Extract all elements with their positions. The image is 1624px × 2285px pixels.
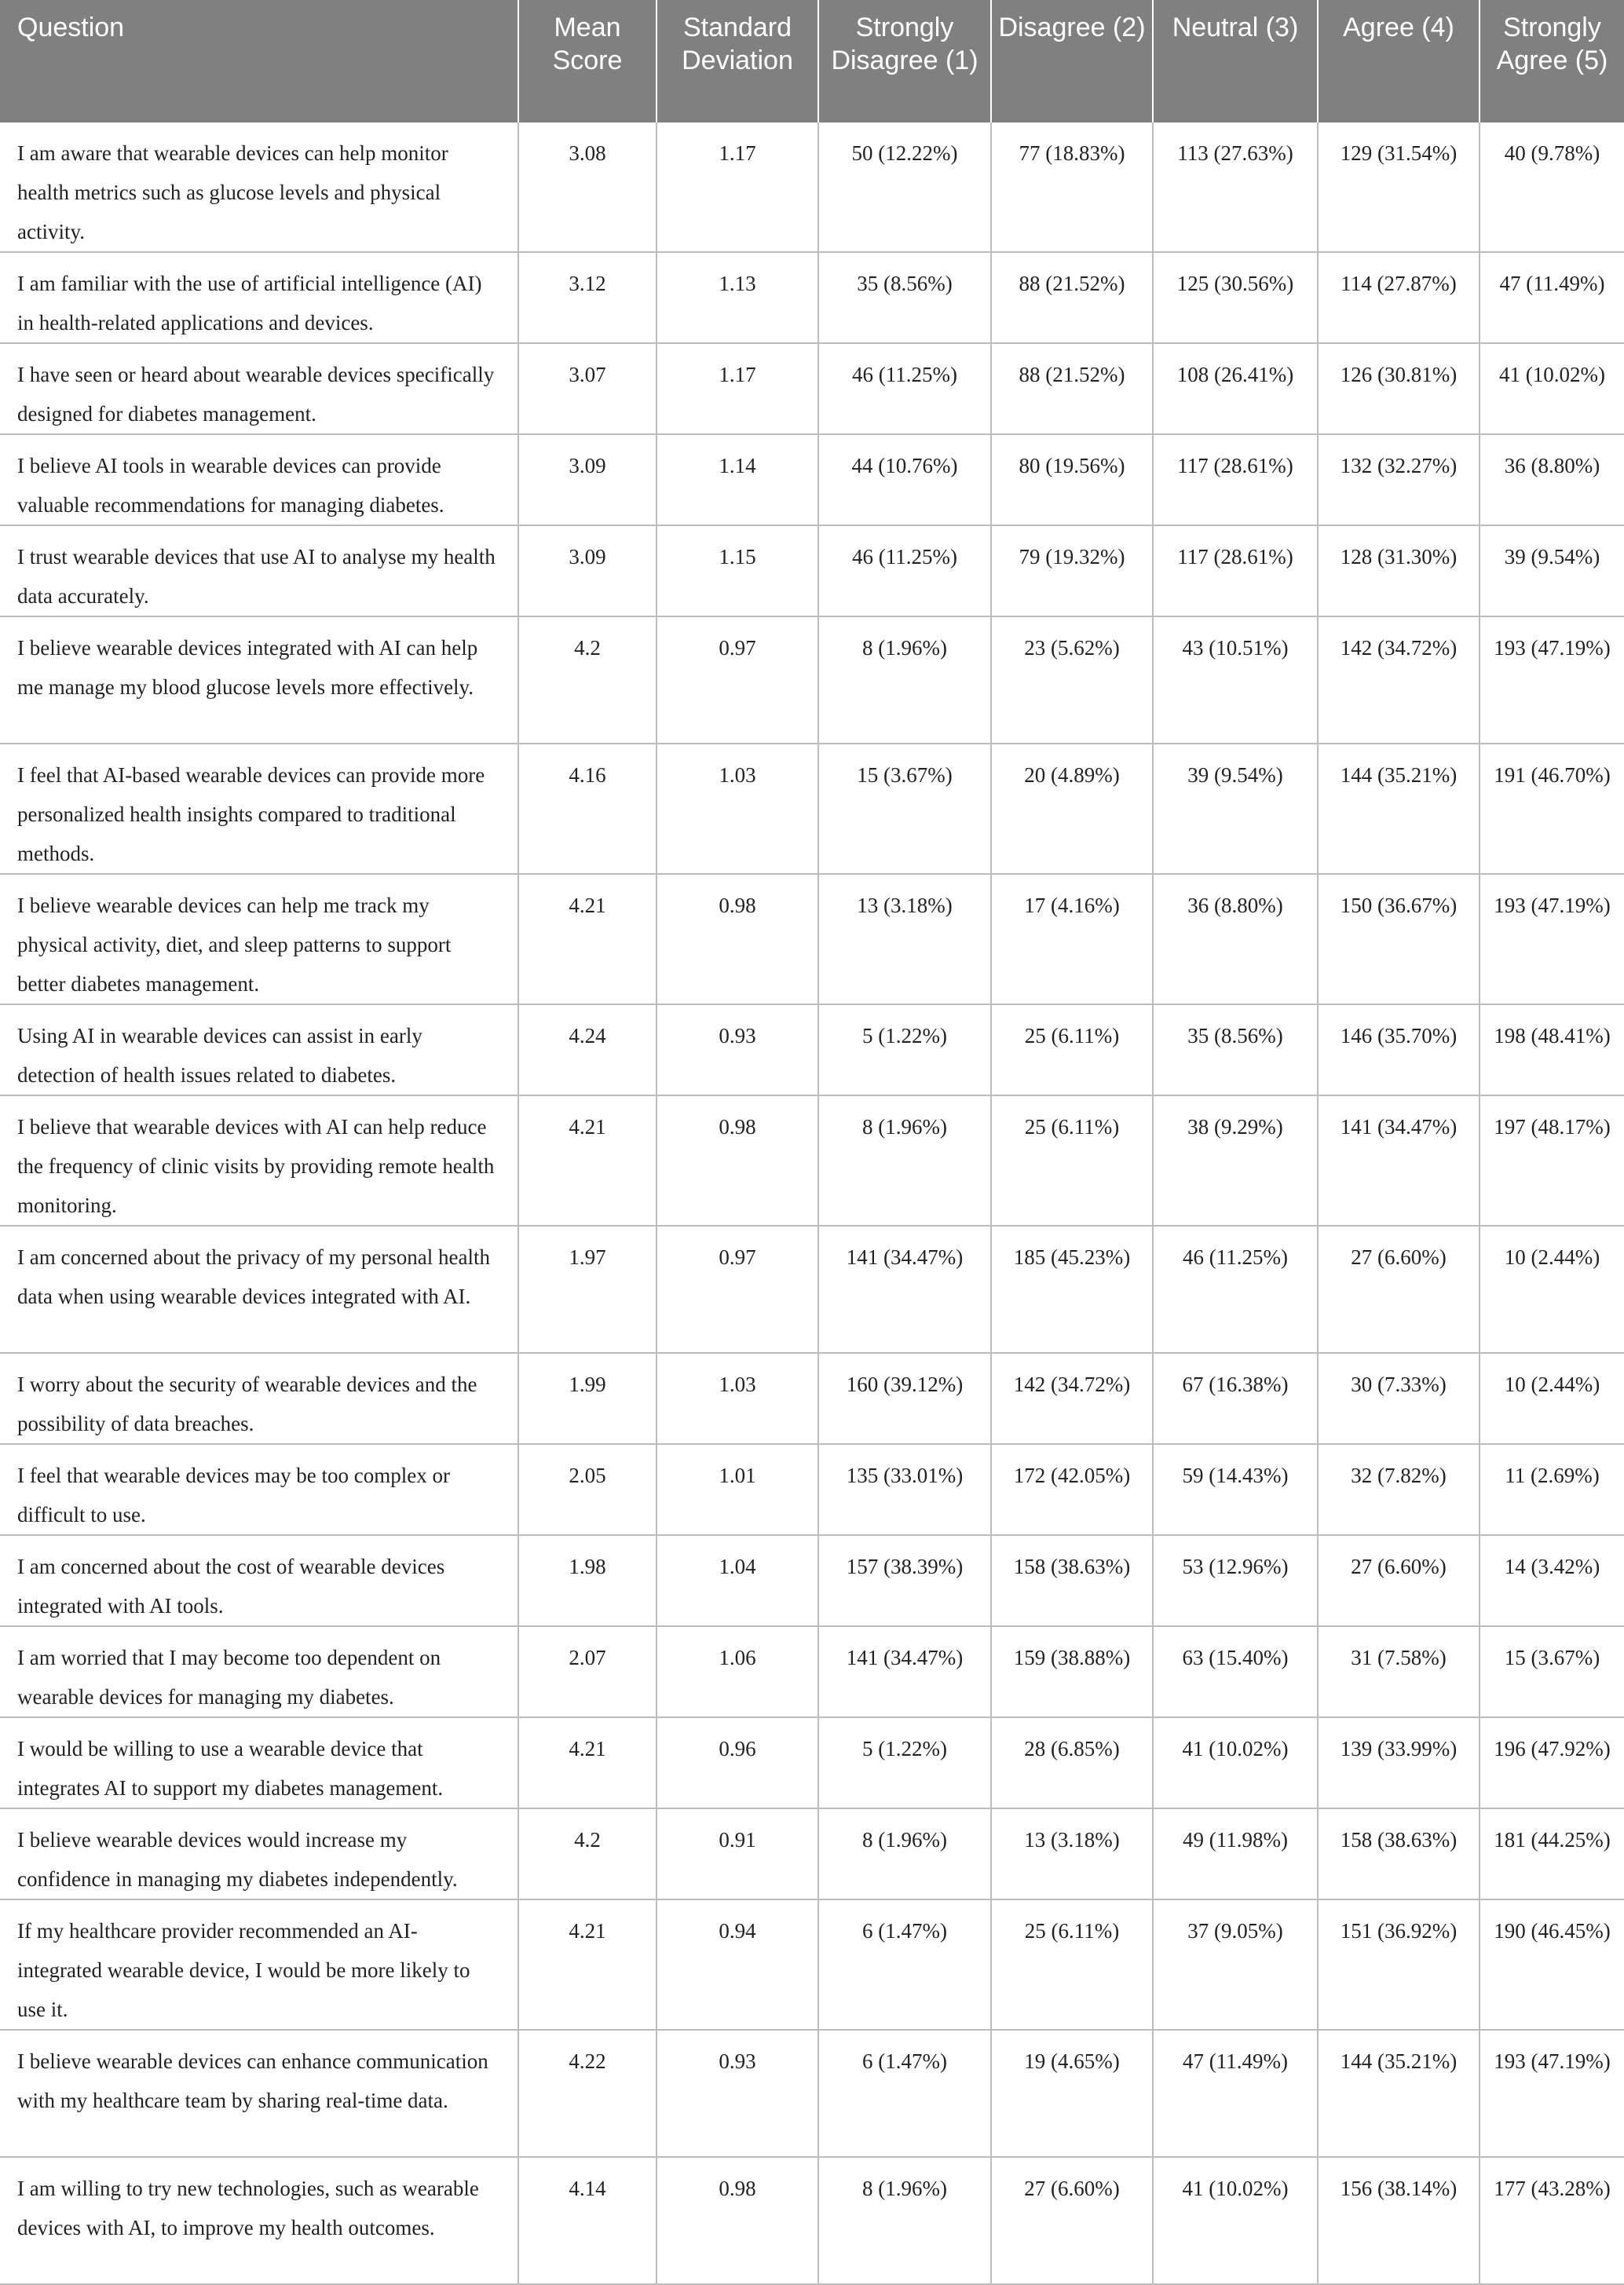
cell-disagree: 77 (18.83%) bbox=[991, 122, 1153, 252]
cell-disagree: 79 (19.32%) bbox=[991, 525, 1153, 616]
cell-strongly-agree: 36 (8.80%) bbox=[1480, 434, 1624, 525]
cell-standard-deviation: 0.91 bbox=[657, 1808, 818, 1899]
cell-strongly-agree: 190 (46.45%) bbox=[1480, 1899, 1624, 2030]
cell-standard-deviation: 0.93 bbox=[657, 2030, 818, 2157]
cell-mean-score: 4.21 bbox=[518, 1095, 657, 1226]
cell-disagree: 25 (6.11%) bbox=[991, 1899, 1153, 2030]
cell-standard-deviation: 0.97 bbox=[657, 616, 818, 744]
table-row bbox=[0, 525, 1624, 616]
cell-question: I am concerned about the privacy of my personal health data when using wearable devices integrated with AI. bbox=[0, 1226, 518, 1353]
cell-agree: 144 (35.21%) bbox=[1318, 744, 1480, 874]
header-disagree: Disagree (2) bbox=[991, 0, 1153, 122]
table-row bbox=[0, 1095, 1624, 1226]
cell-strongly-agree: 191 (46.70%) bbox=[1480, 744, 1624, 874]
cell-disagree: 80 (19.56%) bbox=[991, 434, 1153, 525]
table-row bbox=[0, 1717, 1624, 1808]
cell-strongly-disagree: 15 (3.67%) bbox=[818, 744, 991, 874]
cell-disagree: 159 (38.88%) bbox=[991, 1626, 1153, 1717]
cell-mean-score: 3.09 bbox=[518, 434, 657, 525]
cell-agree: 27 (6.60%) bbox=[1318, 1535, 1480, 1626]
cell-disagree: 88 (21.52%) bbox=[991, 252, 1153, 343]
table-row bbox=[0, 434, 1624, 525]
cell-mean-score: 1.99 bbox=[518, 1353, 657, 1444]
cell-strongly-agree: 10 (2.44%) bbox=[1480, 1226, 1624, 1353]
cell-strongly-disagree: 6 (1.47%) bbox=[818, 1899, 991, 2030]
cell-mean-score: 3.12 bbox=[518, 252, 657, 343]
cell-neutral: 125 (30.56%) bbox=[1153, 252, 1318, 343]
cell-question: I worry about the security of wearable devices and the possibility of data breaches. bbox=[0, 1353, 518, 1444]
cell-strongly-agree: 193 (47.19%) bbox=[1480, 874, 1624, 1004]
cell-strongly-agree: 193 (47.19%) bbox=[1480, 616, 1624, 744]
cell-strongly-disagree: 50 (12.22%) bbox=[818, 122, 991, 252]
cell-question: I trust wearable devices that use AI to analyse my health data accurately. bbox=[0, 525, 518, 616]
cell-standard-deviation: 0.98 bbox=[657, 2157, 818, 2284]
cell-agree: 144 (35.21%) bbox=[1318, 2030, 1480, 2157]
cell-mean-score: 3.09 bbox=[518, 525, 657, 616]
cell-strongly-agree: 198 (48.41%) bbox=[1480, 1004, 1624, 1095]
cell-question: I feel that wearable devices may be too complex or difficult to use. bbox=[0, 1444, 518, 1535]
cell-strongly-disagree: 6 (1.47%) bbox=[818, 2030, 991, 2157]
cell-standard-deviation: 1.13 bbox=[657, 252, 818, 343]
cell-mean-score: 4.24 bbox=[518, 1004, 657, 1095]
table-row bbox=[0, 252, 1624, 343]
cell-neutral: 113 (27.63%) bbox=[1153, 122, 1318, 252]
cell-agree: 151 (36.92%) bbox=[1318, 1899, 1480, 2030]
cell-standard-deviation: 0.97 bbox=[657, 1226, 818, 1353]
header-standard-deviation: Standard Deviation bbox=[657, 0, 818, 122]
cell-neutral: 35 (8.56%) bbox=[1153, 1004, 1318, 1095]
cell-question: I believe wearable devices can enhance communication with my healthcare team by sharing real-time data. bbox=[0, 2030, 518, 2157]
table-row bbox=[0, 616, 1624, 744]
cell-neutral: 59 (14.43%) bbox=[1153, 1444, 1318, 1535]
cell-question: I believe wearable devices would increase my confidence in managing my diabetes independently. bbox=[0, 1808, 518, 1899]
cell-strongly-agree: 197 (48.17%) bbox=[1480, 1095, 1624, 1226]
cell-question: I believe AI tools in wearable devices can provide valuable recommendations for managing diabetes. bbox=[0, 434, 518, 525]
cell-agree: 146 (35.70%) bbox=[1318, 1004, 1480, 1095]
cell-disagree: 158 (38.63%) bbox=[991, 1535, 1153, 1626]
cell-disagree: 185 (45.23%) bbox=[991, 1226, 1153, 1353]
cell-question: If my healthcare provider recommended an AI-integrated wearable device, I would be more likely to use it. bbox=[0, 1899, 518, 2030]
cell-strongly-disagree: 35 (8.56%) bbox=[818, 252, 991, 343]
cell-neutral: 53 (12.96%) bbox=[1153, 1535, 1318, 1626]
table-row bbox=[0, 1444, 1624, 1535]
cell-disagree: 19 (4.65%) bbox=[991, 2030, 1153, 2157]
cell-question: I am worried that I may become too dependent on wearable devices for managing my diabetes. bbox=[0, 1626, 518, 1717]
cell-neutral: 36 (8.80%) bbox=[1153, 874, 1318, 1004]
cell-strongly-disagree: 8 (1.96%) bbox=[818, 616, 991, 744]
cell-neutral: 38 (9.29%) bbox=[1153, 1095, 1318, 1226]
cell-strongly-disagree: 157 (38.39%) bbox=[818, 1535, 991, 1626]
cell-mean-score: 4.2 bbox=[518, 1808, 657, 1899]
cell-strongly-agree: 41 (10.02%) bbox=[1480, 343, 1624, 434]
cell-mean-score: 2.07 bbox=[518, 1626, 657, 1717]
cell-standard-deviation: 0.98 bbox=[657, 874, 818, 1004]
cell-disagree: 25 (6.11%) bbox=[991, 1004, 1153, 1095]
cell-disagree: 23 (5.62%) bbox=[991, 616, 1153, 744]
cell-agree: 27 (6.60%) bbox=[1318, 1226, 1480, 1353]
cell-agree: 141 (34.47%) bbox=[1318, 1095, 1480, 1226]
cell-neutral: 41 (10.02%) bbox=[1153, 1717, 1318, 1808]
cell-agree: 32 (7.82%) bbox=[1318, 1444, 1480, 1535]
cell-agree: 158 (38.63%) bbox=[1318, 1808, 1480, 1899]
header-strongly-disagree: Strongly Disagree (1) bbox=[818, 0, 991, 122]
cell-disagree: 28 (6.85%) bbox=[991, 1717, 1153, 1808]
cell-neutral: 47 (11.49%) bbox=[1153, 2030, 1318, 2157]
cell-question: I would be willing to use a wearable device that integrates AI to support my diabetes management. bbox=[0, 1717, 518, 1808]
cell-question: I believe wearable devices can help me track my physical activity, diet, and sleep patterns to support better diabetes management. bbox=[0, 874, 518, 1004]
cell-disagree: 172 (42.05%) bbox=[991, 1444, 1153, 1535]
cell-neutral: 49 (11.98%) bbox=[1153, 1808, 1318, 1899]
cell-strongly-disagree: 160 (39.12%) bbox=[818, 1353, 991, 1444]
cell-standard-deviation: 1.04 bbox=[657, 1535, 818, 1626]
cell-standard-deviation: 0.96 bbox=[657, 1717, 818, 1808]
cell-strongly-disagree: 46 (11.25%) bbox=[818, 343, 991, 434]
header-row bbox=[0, 0, 1624, 122]
table-row bbox=[0, 1226, 1624, 1353]
cell-standard-deviation: 0.98 bbox=[657, 1095, 818, 1226]
cell-neutral: 43 (10.51%) bbox=[1153, 616, 1318, 744]
cell-agree: 139 (33.99%) bbox=[1318, 1717, 1480, 1808]
table-row bbox=[0, 1004, 1624, 1095]
cell-neutral: 117 (28.61%) bbox=[1153, 434, 1318, 525]
table-row bbox=[0, 1808, 1624, 1899]
cell-standard-deviation: 0.93 bbox=[657, 1004, 818, 1095]
cell-disagree: 13 (3.18%) bbox=[991, 1808, 1153, 1899]
cell-standard-deviation: 0.94 bbox=[657, 1899, 818, 2030]
cell-strongly-agree: 14 (3.42%) bbox=[1480, 1535, 1624, 1626]
cell-agree: 128 (31.30%) bbox=[1318, 525, 1480, 616]
cell-disagree: 25 (6.11%) bbox=[991, 1095, 1153, 1226]
table-row bbox=[0, 1626, 1624, 1717]
header-mean-score: Mean Score bbox=[518, 0, 657, 122]
cell-agree: 132 (32.27%) bbox=[1318, 434, 1480, 525]
cell-agree: 156 (38.14%) bbox=[1318, 2157, 1480, 2284]
cell-disagree: 27 (6.60%) bbox=[991, 2157, 1153, 2284]
cell-question: I am willing to try new technologies, such as wearable devices with AI, to improve my health outcomes. bbox=[0, 2157, 518, 2284]
cell-mean-score: 3.08 bbox=[518, 122, 657, 252]
cell-strongly-disagree: 5 (1.22%) bbox=[818, 1004, 991, 1095]
cell-agree: 126 (30.81%) bbox=[1318, 343, 1480, 434]
cell-question: I am familiar with the use of artificial intelligence (AI) in health-related applications and devices. bbox=[0, 252, 518, 343]
table-row bbox=[0, 122, 1624, 252]
table-row bbox=[0, 1535, 1624, 1626]
cell-agree: 31 (7.58%) bbox=[1318, 1626, 1480, 1717]
cell-neutral: 108 (26.41%) bbox=[1153, 343, 1318, 434]
cell-strongly-agree: 47 (11.49%) bbox=[1480, 252, 1624, 343]
cell-neutral: 41 (10.02%) bbox=[1153, 2157, 1318, 2284]
cell-mean-score: 4.21 bbox=[518, 1899, 657, 2030]
cell-question: I am concerned about the cost of wearable devices integrated with AI tools. bbox=[0, 1535, 518, 1626]
cell-standard-deviation: 1.17 bbox=[657, 122, 818, 252]
cell-neutral: 37 (9.05%) bbox=[1153, 1899, 1318, 2030]
cell-mean-score: 4.2 bbox=[518, 616, 657, 744]
cell-disagree: 17 (4.16%) bbox=[991, 874, 1153, 1004]
cell-mean-score: 4.22 bbox=[518, 2030, 657, 2157]
table-row bbox=[0, 2157, 1624, 2284]
cell-strongly-agree: 181 (44.25%) bbox=[1480, 1808, 1624, 1899]
cell-agree: 30 (7.33%) bbox=[1318, 1353, 1480, 1444]
cell-neutral: 63 (15.40%) bbox=[1153, 1626, 1318, 1717]
cell-mean-score: 2.05 bbox=[518, 1444, 657, 1535]
cell-strongly-agree: 39 (9.54%) bbox=[1480, 525, 1624, 616]
cell-agree: 142 (34.72%) bbox=[1318, 616, 1480, 744]
cell-question: Using AI in wearable devices can assist in early detection of health issues related to diabetes. bbox=[0, 1004, 518, 1095]
cell-strongly-disagree: 13 (3.18%) bbox=[818, 874, 991, 1004]
table-row bbox=[0, 1899, 1624, 2030]
cell-strongly-agree: 193 (47.19%) bbox=[1480, 2030, 1624, 2157]
cell-question: I am aware that wearable devices can help monitor health metrics such as glucose levels and physical activity. bbox=[0, 122, 518, 252]
cell-standard-deviation: 1.03 bbox=[657, 744, 818, 874]
header-agree: Agree (4) bbox=[1318, 0, 1480, 122]
cell-standard-deviation: 1.14 bbox=[657, 434, 818, 525]
cell-strongly-disagree: 44 (10.76%) bbox=[818, 434, 991, 525]
cell-standard-deviation: 1.15 bbox=[657, 525, 818, 616]
header-neutral: Neutral (3) bbox=[1153, 0, 1318, 122]
table-header bbox=[0, 0, 1624, 122]
table-row bbox=[0, 2030, 1624, 2157]
cell-disagree: 20 (4.89%) bbox=[991, 744, 1153, 874]
cell-mean-score: 3.07 bbox=[518, 343, 657, 434]
cell-neutral: 46 (11.25%) bbox=[1153, 1226, 1318, 1353]
cell-strongly-agree: 40 (9.78%) bbox=[1480, 122, 1624, 252]
cell-strongly-agree: 10 (2.44%) bbox=[1480, 1353, 1624, 1444]
cell-strongly-disagree: 8 (1.96%) bbox=[818, 1808, 991, 1899]
cell-agree: 150 (36.67%) bbox=[1318, 874, 1480, 1004]
table-row bbox=[0, 744, 1624, 874]
cell-disagree: 88 (21.52%) bbox=[991, 343, 1153, 434]
cell-question: I feel that AI-based wearable devices can provide more personalized health insights compared to traditional methods. bbox=[0, 744, 518, 874]
cell-standard-deviation: 1.01 bbox=[657, 1444, 818, 1535]
cell-disagree: 142 (34.72%) bbox=[991, 1353, 1153, 1444]
cell-mean-score: 4.21 bbox=[518, 1717, 657, 1808]
cell-standard-deviation: 1.06 bbox=[657, 1626, 818, 1717]
cell-mean-score: 4.21 bbox=[518, 874, 657, 1004]
cell-agree: 114 (27.87%) bbox=[1318, 252, 1480, 343]
cell-question: I believe that wearable devices with AI can help reduce the frequency of clinic visits by providing remote health monitoring. bbox=[0, 1095, 518, 1226]
cell-standard-deviation: 1.03 bbox=[657, 1353, 818, 1444]
cell-strongly-disagree: 46 (11.25%) bbox=[818, 525, 991, 616]
table-row bbox=[0, 1353, 1624, 1444]
cell-neutral: 39 (9.54%) bbox=[1153, 744, 1318, 874]
cell-neutral: 67 (16.38%) bbox=[1153, 1353, 1318, 1444]
cell-standard-deviation: 1.17 bbox=[657, 343, 818, 434]
cell-mean-score: 1.98 bbox=[518, 1535, 657, 1626]
cell-strongly-agree: 177 (43.28%) bbox=[1480, 2157, 1624, 2284]
cell-strongly-disagree: 8 (1.96%) bbox=[818, 2157, 991, 2284]
cell-question: I have seen or heard about wearable devices specifically designed for diabetes management. bbox=[0, 343, 518, 434]
cell-neutral: 117 (28.61%) bbox=[1153, 525, 1318, 616]
table-row bbox=[0, 874, 1624, 1004]
cell-strongly-disagree: 141 (34.47%) bbox=[818, 1626, 991, 1717]
cell-strongly-agree: 11 (2.69%) bbox=[1480, 1444, 1624, 1535]
header-strongly-agree: Strongly Agree (5) bbox=[1480, 0, 1624, 122]
cell-agree: 129 (31.54%) bbox=[1318, 122, 1480, 252]
cell-mean-score: 4.16 bbox=[518, 744, 657, 874]
header-question: Question bbox=[0, 0, 518, 122]
table-row bbox=[0, 343, 1624, 434]
cell-mean-score: 1.97 bbox=[518, 1226, 657, 1353]
cell-question: I believe wearable devices integrated with AI can help me manage my blood glucose levels more effectively. bbox=[0, 616, 518, 744]
cell-mean-score: 4.14 bbox=[518, 2157, 657, 2284]
table-body bbox=[0, 122, 1624, 2284]
cell-strongly-disagree: 5 (1.22%) bbox=[818, 1717, 991, 1808]
cell-strongly-disagree: 135 (33.01%) bbox=[818, 1444, 991, 1535]
cell-strongly-agree: 15 (3.67%) bbox=[1480, 1626, 1624, 1717]
cell-strongly-disagree: 8 (1.96%) bbox=[818, 1095, 991, 1226]
cell-strongly-disagree: 141 (34.47%) bbox=[818, 1226, 991, 1353]
cell-strongly-agree: 196 (47.92%) bbox=[1480, 1717, 1624, 1808]
